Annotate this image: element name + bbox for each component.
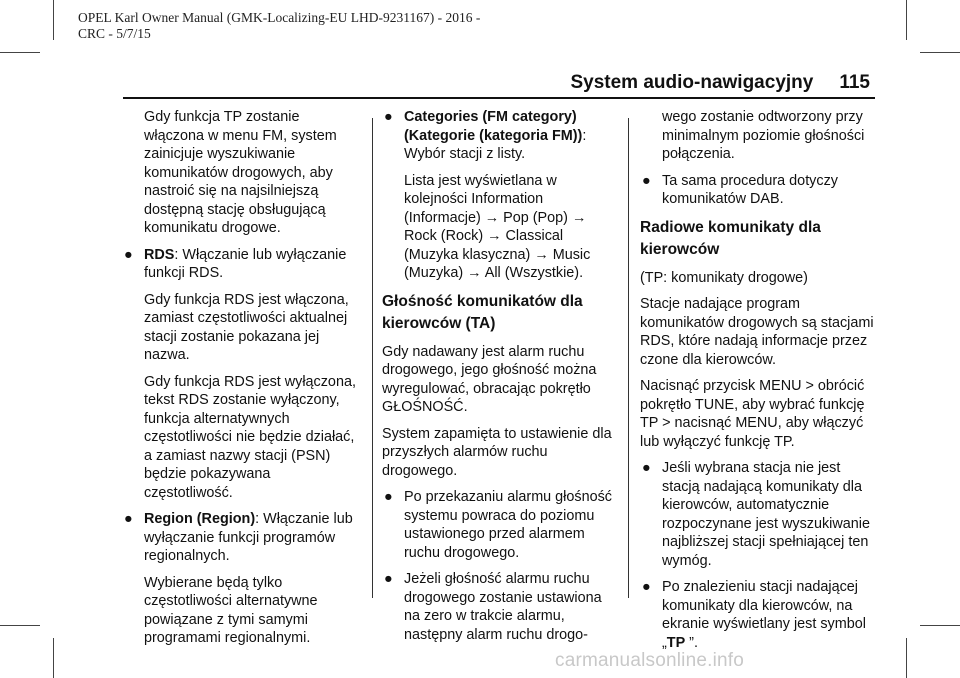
list-item-text: Po znalezieniu stacji nadającej komunikaty dla kierowców, na ekranie wyświetlany jest symbol „ bbox=[662, 579, 866, 651]
list-item bbox=[382, 570, 618, 644]
crop-mark bbox=[920, 625, 960, 626]
paragraph: Stacje nadające program komunikatów drogowych są stacjami RDS, które nadają informacje przez czone dla kierowców. bbox=[640, 296, 874, 368]
list-item-text: Ta sama procedura dotyczy komunikatów DAB. bbox=[662, 172, 838, 207]
column-divider bbox=[372, 118, 373, 598]
paragraph: System zapamięta to ustawienie dla przyszłych alarmów ruchu drogowego. bbox=[382, 425, 612, 479]
list-item bbox=[122, 510, 358, 566]
list-item bbox=[122, 246, 358, 283]
header-rule bbox=[123, 97, 875, 99]
term: Region (Region) bbox=[144, 511, 256, 527]
header-line-2: CRC - 5/7/15 bbox=[78, 26, 151, 41]
page-heading bbox=[560, 72, 870, 94]
page-number: 115 bbox=[839, 72, 870, 93]
list-item-text: Jeżeli głośność alarmu ruchu drogowego zostanie ustawiona na zero w trakcie alarmu, następny alarm ruchu drogo- bbox=[404, 571, 602, 643]
paragraph: Nacisnąć przycisk MENU > obrócić pokrętło TUNE, aby wybrać funkcję TP > nacisnąć MENU, aby włączyć lub wyłączyć funkcję TP. bbox=[640, 378, 865, 450]
term: Categories (FM category) (Kategorie (kategoria FM)) bbox=[404, 109, 583, 144]
document-header bbox=[78, 10, 480, 42]
bullet-icon: ● bbox=[642, 460, 651, 476]
column-2 bbox=[382, 108, 618, 652]
column-3 bbox=[640, 108, 876, 660]
subsection-heading: Głośność komunikatów dla kierowców (TA) bbox=[382, 292, 583, 332]
term-description: : Włączanie lub wyłączanie funkcji RDS. bbox=[144, 246, 347, 281]
column-divider bbox=[628, 118, 629, 598]
bullet-icon: ● bbox=[384, 109, 393, 125]
bullet-icon: ● bbox=[384, 489, 393, 505]
paragraph: Gdy nadawany jest alarm ruchu drogowego, jego głośność można wyregulować, obracając pokrętło GŁOŚNOŚĆ. bbox=[382, 343, 597, 415]
crop-mark bbox=[0, 625, 40, 626]
header-line-1: OPEL Karl Owner Manual (GMK-Localizing-EU LHD-9231167) - 2016 - bbox=[78, 10, 481, 25]
list-item bbox=[640, 172, 876, 209]
list-item-text-end: ”. bbox=[685, 634, 698, 651]
paragraph: Lista jest wyświetlana w kolejności Information (Informacje) → Pop (Pop) → Rock (Rock) → Classical (Muzyka klasyczna) → Music (Muzyka) → All (Wszystkie). bbox=[404, 172, 591, 281]
crop-mark bbox=[53, 638, 54, 678]
paragraph: Gdy funkcja RDS jest wyłączona, tekst RDS zostanie wyłączony, funkcja alternatywnych częstotliwości nie będzie działać, a zamiast nazwy stacji (PSN) będzie pokazywana częstotliwość. bbox=[144, 373, 356, 501]
bullet-icon: ● bbox=[642, 172, 651, 189]
list-item-text: Po przekazaniu alarmu głośność systemu powraca do poziomu ustawionego przed alarmem ruchu drogowego. bbox=[404, 489, 612, 561]
paragraph: (TP: komunikaty drogowe) bbox=[640, 269, 808, 286]
crop-mark bbox=[906, 0, 907, 40]
term: RDS bbox=[144, 246, 175, 263]
bullet-icon: ● bbox=[642, 579, 651, 595]
section-title: System audio-nawigacyjny bbox=[570, 72, 814, 93]
bullet-icon: ● bbox=[124, 246, 133, 263]
bullet-icon: ● bbox=[124, 511, 133, 527]
crop-mark bbox=[920, 52, 960, 53]
term-description: : Wybór stacji z listy. bbox=[404, 127, 587, 162]
tp-symbol: TP bbox=[666, 634, 686, 651]
list-item bbox=[640, 459, 876, 570]
crop-mark bbox=[0, 52, 40, 53]
paragraph: Gdy funkcja RDS jest włączona, zamiast częstotliwości aktualnej stacji zostanie pokazana jej nazwa. bbox=[144, 291, 349, 363]
list-item-text: Jeśli wybrana stacja nie jest stacją nadającą komunikaty dla kierowców, automatycznie rozpoczynane jest wyszukiwanie najbliższej stacji spełniającej ten wymóg. bbox=[662, 460, 870, 569]
bullet-icon: ● bbox=[384, 571, 393, 587]
list-item bbox=[382, 488, 618, 562]
paragraph: wego zostanie odtworzony przy minimalnym poziomie głośności połączenia. bbox=[662, 109, 865, 162]
list-item bbox=[640, 578, 876, 652]
paragraph: Wybierane będą tylko częstotliwości alternatywne powiązane z tymi samymi programami regionalnymi. bbox=[144, 574, 318, 646]
column-1 bbox=[122, 108, 358, 656]
crop-mark bbox=[53, 0, 54, 40]
crop-mark bbox=[906, 638, 907, 678]
paragraph: Gdy funkcja TP zostanie włączona w menu FM, system zainicjuje wyszukiwanie komunikatów drogowych, aby nastroić się na najsilniejszą dostępną stację obsługującą komunikatu drogowe. bbox=[144, 109, 337, 236]
subsection-heading: Radiowe komunikaty dla kierowców bbox=[640, 218, 821, 258]
term-description: : Włączanie lub wyłączanie funkcji programów regionalnych. bbox=[144, 511, 353, 564]
watermark: carmanualsonline.info bbox=[555, 650, 745, 671]
list-item bbox=[382, 108, 618, 164]
